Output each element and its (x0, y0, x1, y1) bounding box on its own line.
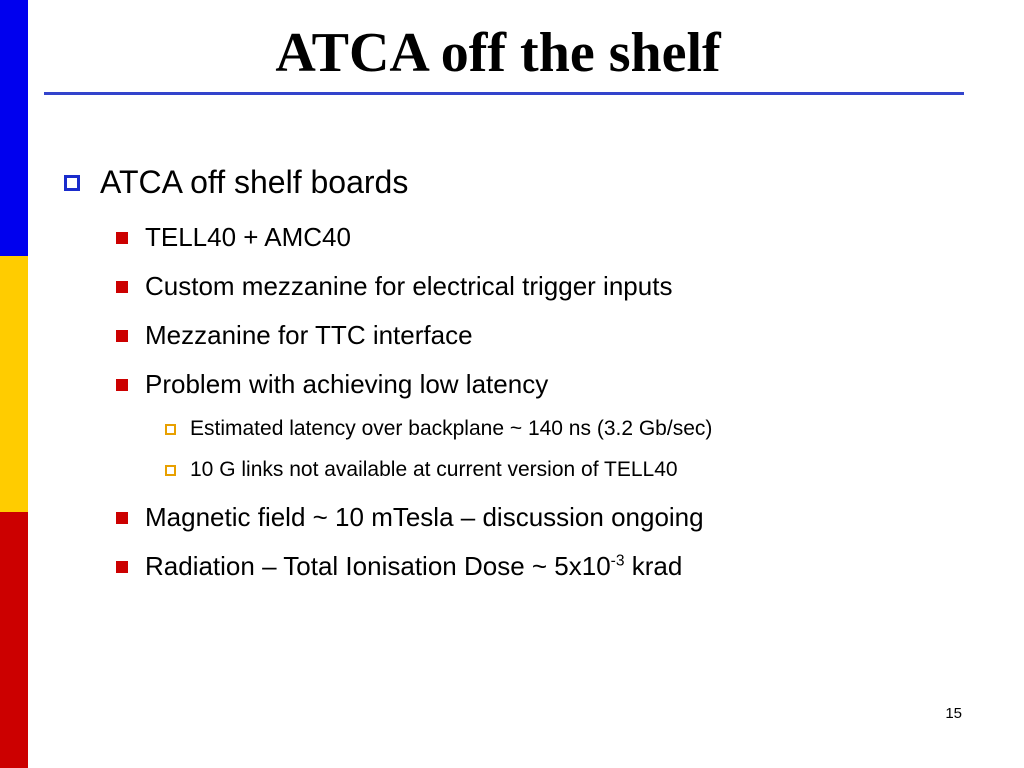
bullet-ttc-mezzanine: Mezzanine for TTC interface (145, 320, 473, 350)
bullet-10g-links: 10 G links not available at current version of TELL40 (190, 458, 678, 481)
bullet-magnetic-field: Magnetic field ~ 10 mTesla – discussion ongoing (145, 502, 704, 532)
square-bullet-icon (116, 232, 128, 244)
side-stripe-blue (0, 0, 28, 256)
radiation-unit: krad (624, 551, 683, 581)
page-number: 15 (945, 705, 962, 722)
hollow-square-bullet-icon (165, 424, 176, 435)
hollow-square-bullet-icon (165, 465, 176, 476)
bullet-radiation (145, 551, 682, 582)
side-stripe-red (0, 512, 28, 768)
square-bullet-icon (116, 512, 128, 524)
square-bullet-icon (116, 561, 128, 573)
bullet-latency-estimate: Estimated latency over backplane ~ 140 ns (3.2 Gb/sec) (190, 417, 713, 440)
radiation-exponent: -3 (610, 552, 625, 570)
bullet-tell40: TELL40 + AMC40 (145, 222, 351, 252)
hollow-square-bullet-icon (64, 175, 80, 191)
square-bullet-icon (116, 281, 128, 293)
bullet-main: ATCA off shelf boards (100, 164, 409, 200)
slide-title: ATCA off the shelf (275, 22, 721, 84)
side-stripe-yellow (0, 256, 28, 512)
title-underline (44, 92, 964, 95)
square-bullet-icon (116, 330, 128, 342)
bullet-low-latency: Problem with achieving low latency (145, 369, 549, 399)
radiation-text: Radiation – Total Ionisation Dose ~ 5x10 (145, 551, 611, 581)
square-bullet-icon (116, 379, 128, 391)
bullet-custom-mezzanine: Custom mezzanine for electrical trigger inputs (145, 271, 673, 301)
